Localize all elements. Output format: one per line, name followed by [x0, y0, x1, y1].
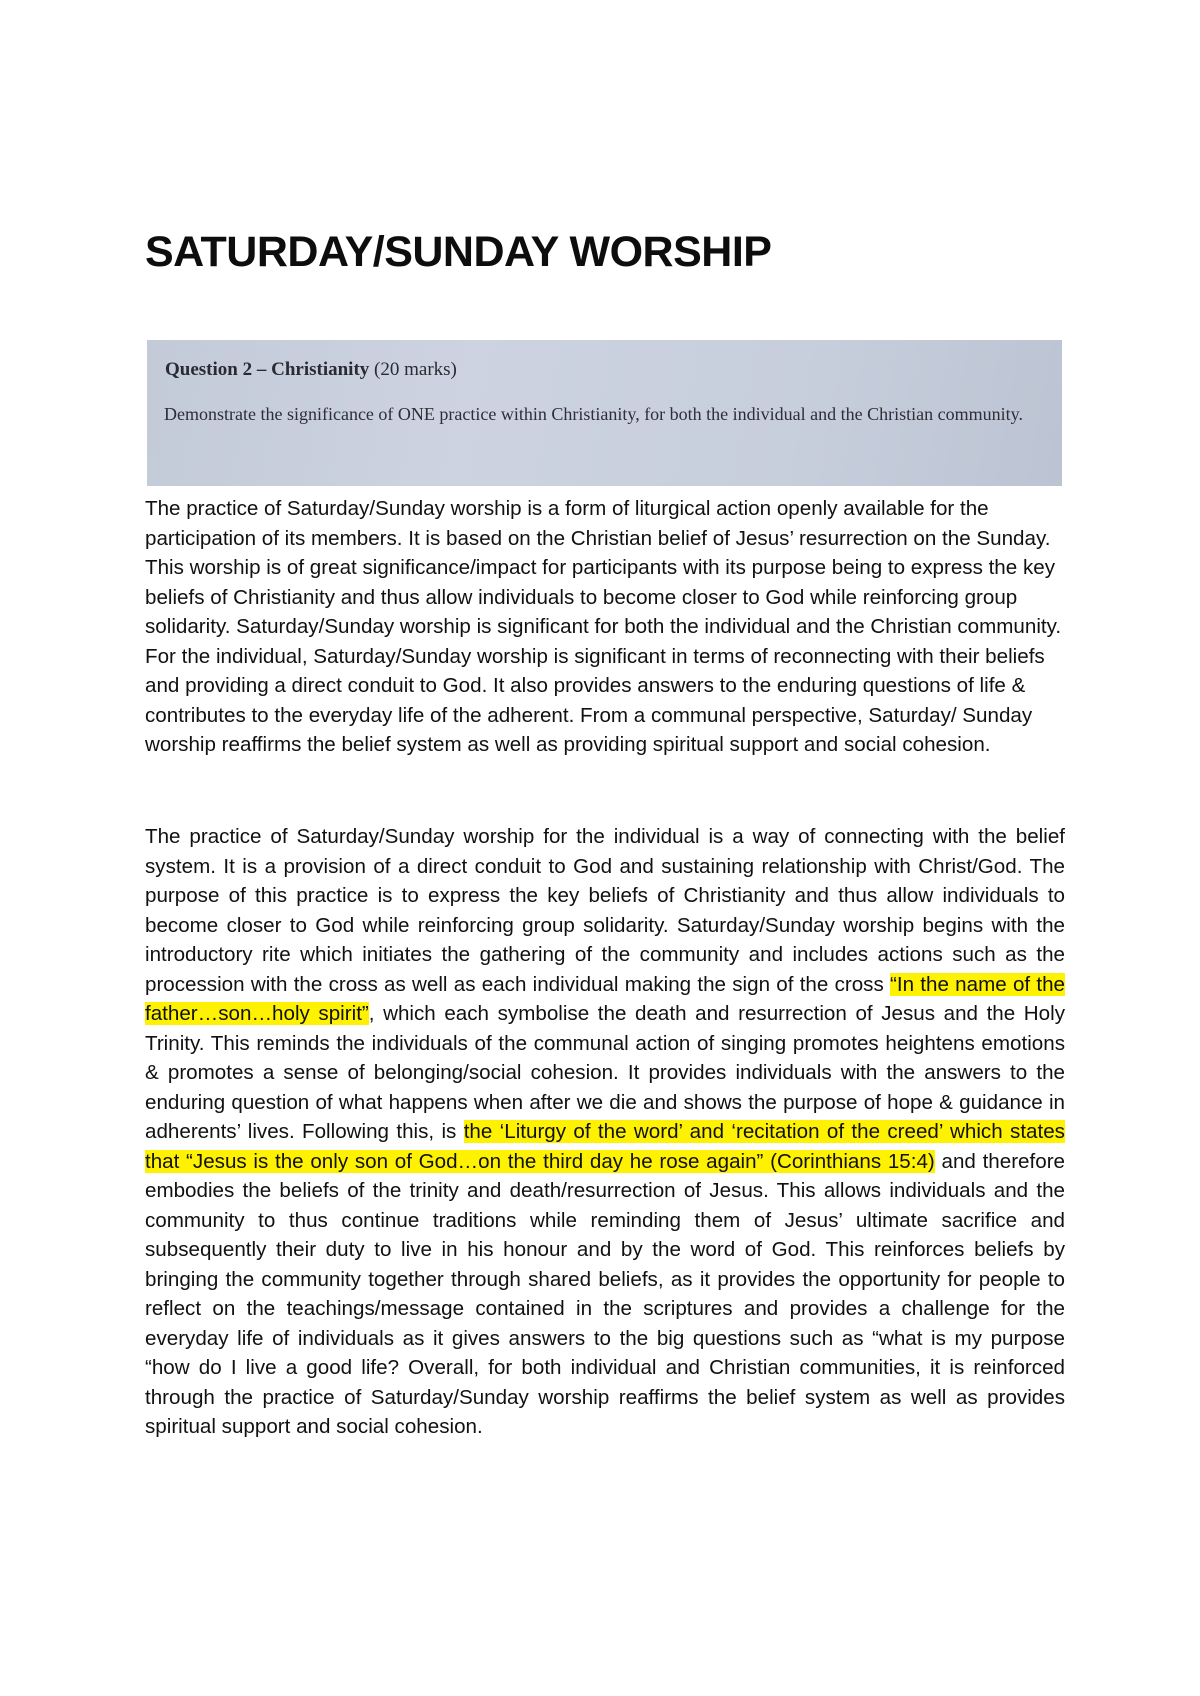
document-title: SATURDAY/SUNDAY WORSHIP [145, 228, 772, 276]
body-text-part-1: The practice of Saturday/Sunday worship for the individual is a way of connecting with the belief system. It is a provision of a direct conduit to God and sustaining relationship with Christ/God. The purpose of this practice is to express the key beliefs of Christianity and thus allow individuals to become closer to God while reinforcing group solidarity. Saturday/Sunday worship begins with the introductory rite which initiates the gathering of the community and includes actions such as the procession with the cross as well as each individual making the sign of the cross [145, 825, 1065, 996]
body-text-part-2: , which each symbolise the death and resurrection of Jesus and the Holy Trinity. This reminds the individuals of the communal action of singing promotes heightens emotions & promotes a sense of belonging/social cohesion. It provides individuals with the answers to the enduring question of what happens when after we die and shows the purpose of hope & guidance in adherents’ lives. Following this, is [145, 1002, 1066, 1143]
highlighted-quote-creed: the ‘Liturgy of the word’ and ‘recitation of the creed’ which states that “Jesus is the only son of God…on the third day he rose again” (Corinthians 15:4) [145, 1120, 1065, 1173]
question-heading [165, 359, 457, 381]
question-marks: (20 marks) [374, 359, 457, 380]
highlighted-quote-sign-of-cross: “In the name of the father…son…holy spirit” [145, 972, 1065, 1025]
intro-paragraph: The practice of Saturday/Sunday worship is a form of liturgical action openly available for the participation of its members. It is based on the Christian belief of Jesus’ resurrection on the Sunday. This worship is of great significance/impact for participants with its purpose being to express the key beliefs of Christianity and thus allow individuals to become closer to God while reinforcing group solidarity. Saturday/Sunday worship is significant for both the individual and the Christian community. For the individual, Saturday/Sunday worship is significant in terms of reconnecting with their beliefs and providing a direct conduit to God. It also provides answers to the enduring questions of life & contributes to the everyday life of the adherent. From a communal perspective, Saturday/ Sunday worship reaffirms the belief system as well as providing spiritual support and social cohesion. [145, 497, 1062, 756]
question-heading-label: Question 2 – Christianity [165, 359, 370, 380]
body-paragraph [145, 822, 1065, 1442]
question-image [147, 340, 1062, 486]
question-prompt: Demonstrate the significance of ONE practice within Christianity, for both the individual and the Christian community. [164, 404, 1023, 424]
body-text-part-3: and therefore embodies the beliefs of the trinity and death/resurrection of Jesus. This allows individuals and the community to thus continue traditions while reminding them of Jesus’ ultimate sacrifice and subsequently their duty to live in his honour and by the word of God. This reinforces beliefs by bringing the community together through shared beliefs, as it provides the opportunity for people to reflect on the teachings/message contained in the scriptures and provides a challenge for the everyday life of individuals as it gives answers to the big questions such as “what is my purpose “how do I live a good life? Overall, for both individual and Christian communities, it is reinforced through the practice of Saturday/Sunday worship reaffirms the belief system as well as provides spiritual support and social cohesion. [145, 1149, 1065, 1438]
